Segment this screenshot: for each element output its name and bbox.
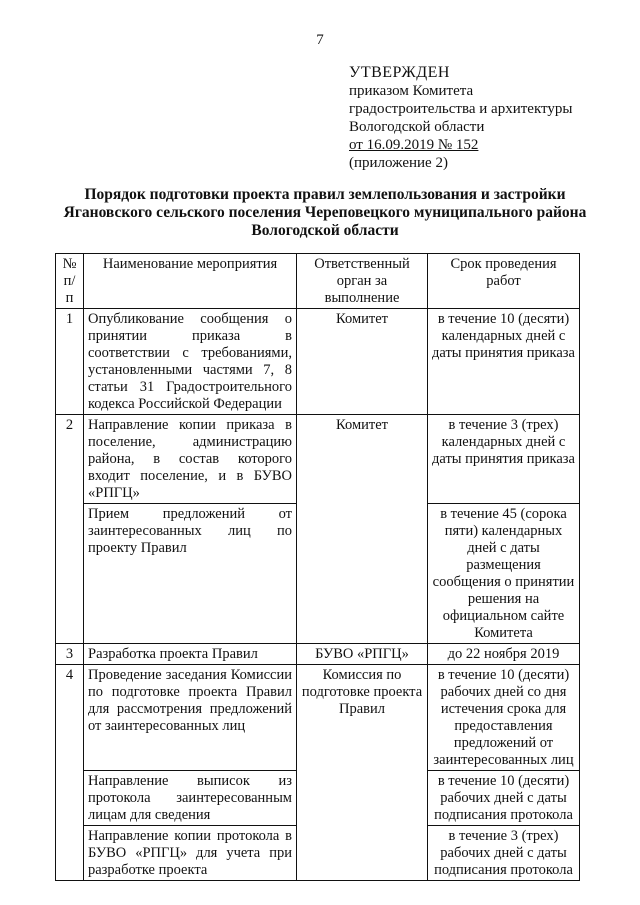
activity-name: Направление выписок из протокола заинтересованным лицам для сведения bbox=[84, 771, 297, 826]
approval-order-reference: от 16.09.2019 № 152 bbox=[349, 137, 479, 153]
work-schedule-table bbox=[55, 253, 580, 881]
row-number: 4 bbox=[56, 665, 84, 881]
deadline: в течение 10 (десяти) календарных дней с даты принятия приказа bbox=[428, 309, 580, 415]
deadline: в течение 45 (сорока пяти) календарных дней с даты размещения сообщения о принятии решения на официальном сайте Комитета bbox=[428, 504, 580, 644]
deadline: в течение 10 (десяти) рабочих дней со дня истечения срока для предоставления предложений от заинтересованных лиц bbox=[428, 665, 580, 771]
approval-heading: УТВЕРЖДЕН bbox=[349, 64, 450, 81]
approval-appendix-note: (приложение 2) bbox=[349, 155, 448, 171]
responsible-body: Комитет bbox=[297, 415, 428, 644]
deadline: до 22 ноября 2019 bbox=[428, 644, 580, 665]
header-responsible: Ответственный орган за выполнение bbox=[297, 254, 428, 309]
approval-line: Вологодской области bbox=[349, 119, 485, 135]
table-row bbox=[56, 644, 580, 665]
activity-name: Направление копии приказа в поселение, администрацию района, в состав которого входит поселение, и в БУВО «РПГЦ» bbox=[84, 415, 297, 504]
approval-line: градостроительства и архитектуры bbox=[349, 101, 573, 117]
table-row bbox=[56, 309, 580, 415]
responsible-body: Комиссия по подготовке проекта Правил bbox=[297, 665, 428, 881]
table-row bbox=[56, 665, 580, 771]
activity-name: Направление копии протокола в БУВО «РПГЦ» для учета при разработке проекта bbox=[84, 826, 297, 881]
row-number: 2 bbox=[56, 415, 84, 644]
activity-name: Прием предложений от заинтересованных лиц по проекту Правил bbox=[84, 504, 297, 644]
row-number: 1 bbox=[56, 309, 84, 415]
responsible-body: Комитет bbox=[297, 309, 428, 415]
approval-line: приказом Комитета bbox=[349, 83, 474, 99]
activity-name: Проведение заседания Комиссии по подготовке проекта Правил для рассмотрения предложений от заинтересованных лиц bbox=[84, 665, 297, 771]
activity-name: Разработка проекта Правил bbox=[84, 644, 297, 665]
row-number: 3 bbox=[56, 644, 84, 665]
document-title-line: Вологодской области bbox=[251, 222, 399, 239]
header-term: Срок проведения работ bbox=[428, 254, 580, 309]
deadline: в течение 3 (трех) рабочих дней с даты подписания протокола bbox=[428, 826, 580, 881]
table-header-row bbox=[56, 254, 580, 309]
activity-name: Опубликование сообщения о принятии приказа в соответствии с требованиями, установленными частями 7, 8 статьи 31 Градостроительного кодекса Российской Федерации bbox=[84, 309, 297, 415]
header-num: № п/п bbox=[56, 254, 84, 309]
deadline: в течение 10 (десяти) рабочих дней с даты подписания протокола bbox=[428, 771, 580, 826]
responsible-body: БУВО «РПГЦ» bbox=[297, 644, 428, 665]
document-title-line: Ягановского сельского поселения Череповецкого муниципального района bbox=[63, 204, 587, 221]
page-number: 7 bbox=[316, 32, 324, 48]
deadline: в течение 3 (трех) календарных дней с даты принятия приказа bbox=[428, 415, 580, 504]
document-title-line: Порядок подготовки проекта правил землепользования и застройки bbox=[84, 186, 566, 203]
header-activity: Наименование мероприятия bbox=[84, 254, 297, 309]
approval-stamp bbox=[349, 64, 599, 172]
table-row bbox=[56, 415, 580, 504]
document-title bbox=[40, 186, 610, 240]
